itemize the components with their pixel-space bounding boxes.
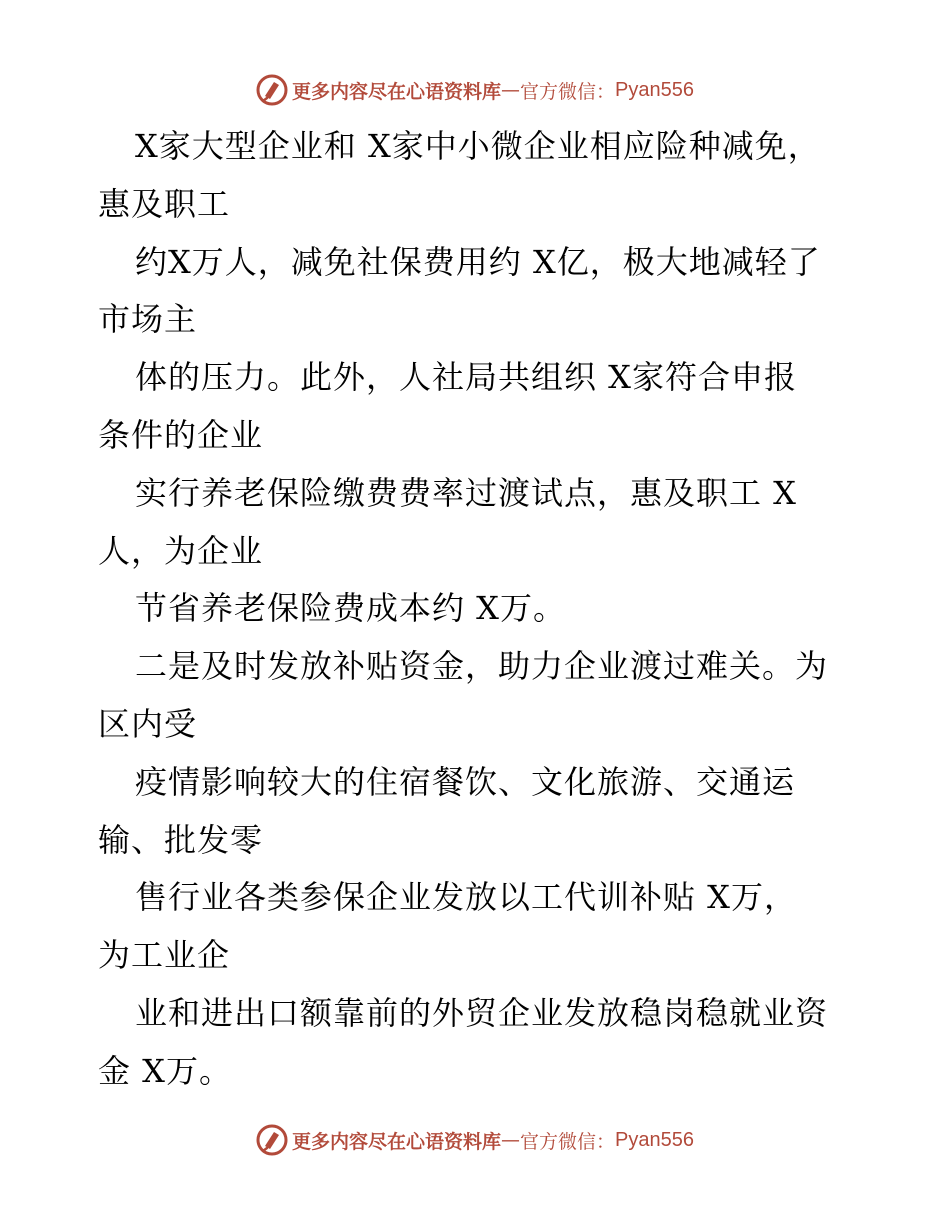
header-watermark: [0, 72, 950, 108]
text-line: 售行业各类参保企业发放以工代训补贴 X万，: [135, 878, 797, 917]
banner-separator: —: [501, 1129, 521, 1151]
text-line: 区内受: [98, 704, 198, 743]
banner-wechat-label: 官方微信：: [520, 1130, 616, 1153]
footer-watermark: [0, 1122, 950, 1158]
text-line: 约X万人，减免社保费用约 X亿，极大地减轻了: [135, 242, 821, 281]
banner-wechat-id: Pyan556: [615, 1128, 694, 1151]
text-line: 二是及时发放补贴资金，助力企业渡过难关。为: [135, 647, 829, 686]
text-line: 实行养老保险缴费费率过渡试点，惠及职工 X: [135, 473, 797, 512]
banner-wechat-label: 官方微信：: [520, 80, 616, 103]
banner-title: 更多内容尽在心语资料库: [292, 80, 502, 103]
banner-title: 更多内容尽在心语资料库: [292, 1130, 502, 1153]
text-line: 人，为企业: [98, 531, 264, 570]
text-line: 惠及职工: [98, 184, 231, 223]
text-line: 金 X万。: [98, 1051, 232, 1090]
text-line: 条件的企业: [98, 415, 264, 454]
text-line: 体的压力。此外，人社局共组织 X家符合申报: [135, 358, 797, 397]
text-line: 业和进出口额靠前的外贸企业发放稳岗稳就业资: [135, 993, 829, 1032]
text-line: 市场主: [98, 300, 198, 339]
document-body: [98, 118, 858, 1101]
text-line: X家大型企业和 X家中小微企业相应险种减免，: [135, 127, 821, 165]
logo-icon: [256, 1124, 288, 1156]
logo-icon: [256, 74, 288, 106]
text-line: 为工业企: [98, 936, 231, 975]
banner-wechat-id: Pyan556: [615, 78, 694, 101]
text-line: 输、批发零: [98, 820, 264, 859]
banner-separator: —: [501, 79, 521, 101]
text-line: 节省养老保险费成本约 X万。: [135, 589, 566, 628]
text-line: 疫情影响较大的住宿餐饮、文化旅游、交通运: [135, 762, 796, 801]
